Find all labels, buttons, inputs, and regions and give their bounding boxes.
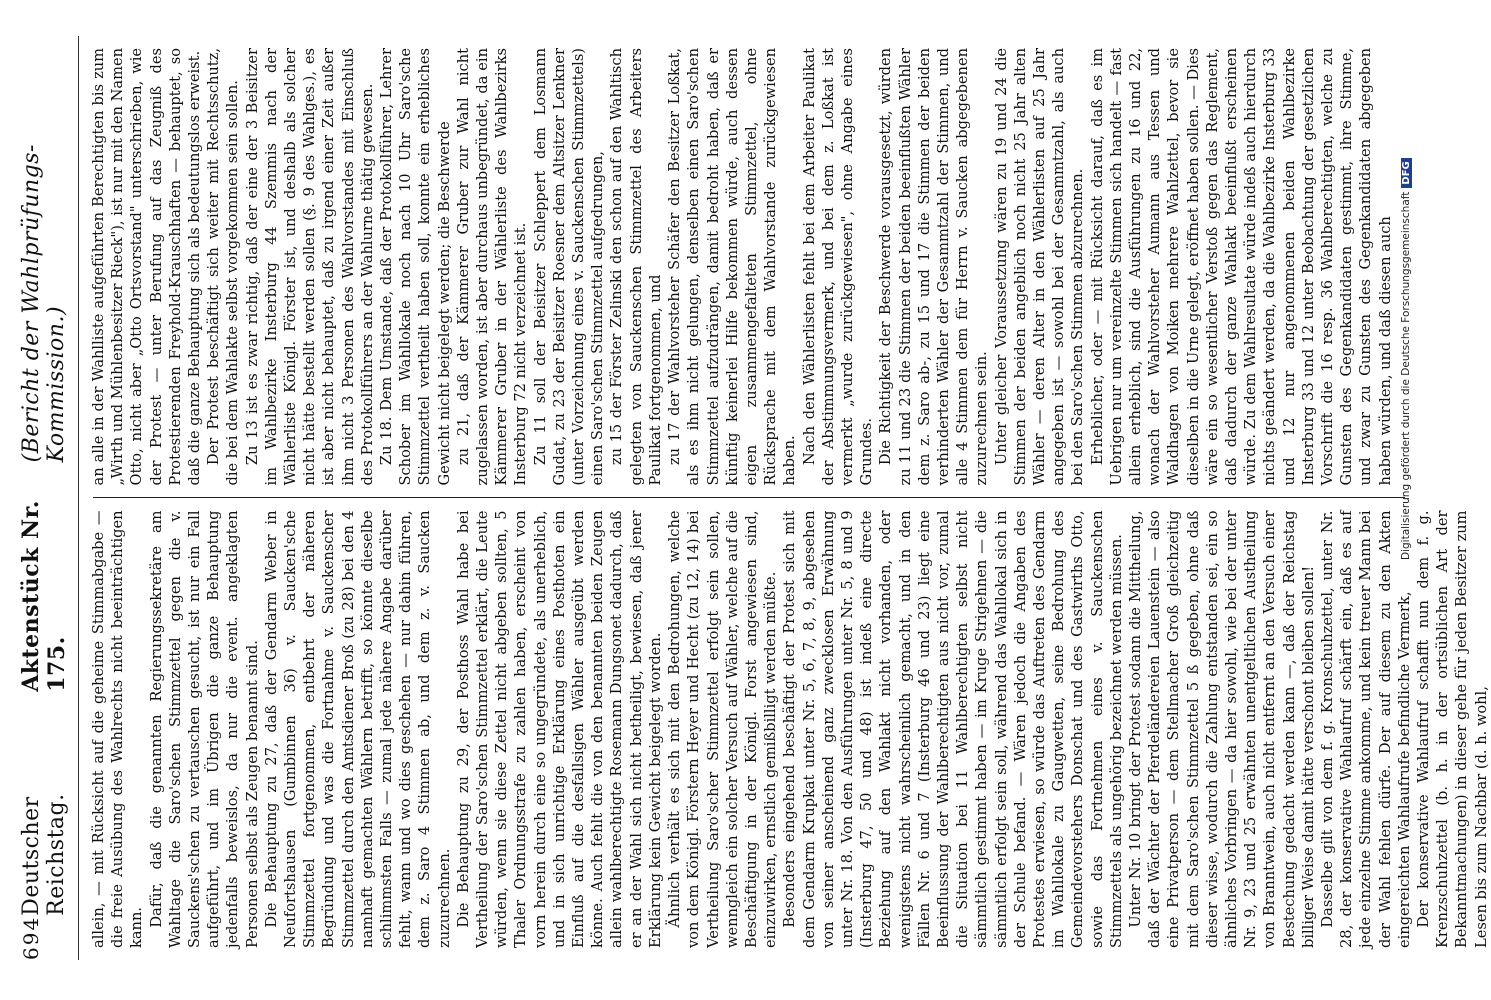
paragraph: Ähnlich verhält es sich mit den Bedrohungen, welche von dem Königl. Förstern Heyer und Hecht (zu 12, 14) bei Vertheilung Saro'scher Stimmzettel erfolgt sein sollen, wenngleich ein solcher Versuch auf Wähler, welche auf die Beschäftigung in der Königl. Forst angewiesen sind, einzuwirken, ernstlich gemißbilligt werden müßte. bbox=[666, 510, 780, 948]
paragraph: zu 21, daß der Kämmerer Gruber zur Wahl nicht zugelassen worden, ist aber durchaus unbegründet, da ein Kämmerer Gruber in der Wählerliste des Wahlbezirks Insterburg 72 nicht verzeichnet ist. bbox=[454, 48, 530, 486]
section-title: (Bericht der Wahlprüfungs-Kommission.) bbox=[19, 144, 69, 463]
right-column bbox=[89, 36, 1409, 498]
paragraph: Besonders eingehend beschäftigt der Protest sich mit dem Gendarm Krupkat unter Nr. 5, 6, 7, 8, 9, abgesehen von seiner anscheinend ganz zwecklosen Erwähnung unter Nr. 18. Von den Ausführungen unter Nr. 5, 8 und 9 (Insterburg 47, 50 und 48) ist indeß eine directe Beziehung auf den Wahlakt nicht vorhanden, oder wenigstens nicht wahrscheinlich gemacht, und in den Fällen Nr. 6 und 7 (Insterburg 46 und 23) liegt eine Beeinflussung der Wahlberechtigten aus nicht vor, zumal die Situation bei 11 Wahlberechtigten selbst nicht sämmtlich gestimmt haben — im Kruge Strigehnen — die sämmtlich erfolgt sein soll, während das Wahllokal sich in der Schule befand. — Wären jedoch die Angaben des Protestes erwiesen, so würde das Auftreten des Gendarm im Wahllokale zu Gaugwetten, seine Bedrohung des Gemeindevorstehers Donschat und des Gastwirths Otto, sowie das Fortnehmen eines v. Sauckenschen Stimmzettels als ungehörig bezeichnet werden müssen. bbox=[781, 510, 1125, 948]
paragraph: an alle in der Wahlliste aufgeführten Berechtigten bis zum „Wirth und Mühlenbesitzer Rieck"), ist nur mit den Namen Otto, nicht aber „Otto Ortsvorstand" unterschrieben, wie der Protest — unter Berufung auf das Zeugniß des Protestierenden Freyhold-Krauschhaften — behauptet, so daß die ganze Behauptung sich als bedeutungslos erweist. bbox=[90, 48, 204, 486]
column-divider bbox=[93, 498, 1405, 499]
paragraph: Dasselbe gilt von dem f. g. Kronschuhzettel, unter Nr. 28, der konservative Wahlaufruf schärft ein, daß es auf jede einzelne Stimme ankomme, und kein treuer Mann bei der Wahl fehlen dürfe. Der auf diesem zu den Akten eingereichten Wahlaufrufe befindliche Vermerk, bbox=[1319, 510, 1413, 948]
paragraph: Unter gleicher Voraussetzung wären zu 19 und 24 die Stimmen der beiden angeblich noch nicht 25 Jahr alten Wähler — deren Alter in den Wählerlisten auf 25 Jahr angegeben ist — sowohl bei der Gesammtzahl, als auch bei den Saro'schen Stimmen abzurechnen. bbox=[992, 48, 1087, 486]
paragraph: Der Protest beschäftigt sich weiter mit Rechtsschutz, die bei dem Wahlakte selbst vorgekommen sein sollen. bbox=[205, 48, 242, 486]
paragraph: Zu 13 ist es zwar richtig, daß der eine der 3 Beisitzer im Wahlbezirke Insterburg 44 Szemmis nach der Wählerliste Königl. Förster ist, und deshalb als solcher nicht hätte bestellt werden sollen (§. 9 des Wahlges.), es ist aber nicht behauptet, daß zu irgend einer Zeit außer ihm nicht 3 Personen des Wahlvorstandes mit Einschluß des Protokollführers an der Wahlurne thätig gewesen. bbox=[243, 48, 376, 486]
text-columns bbox=[89, 36, 1490, 960]
paragraph: zu 17 der Wahlvorsteher Schäfer den Besitzer Loßkat, als es ihm nicht gelungen, denselben einen Saro'schen Stimmzettel aufzudrängen, damit bedroht haben, daß er künftig keinerlei Hilfe bekommen würde, auch dessen eigen zusammengefalteten Stimmzettel, ohne Rücksprache mit dem Wahlvorstande zurückgewiesen haben. bbox=[666, 48, 799, 486]
paragraph: zu 15 der Förster Zelinski den schon auf den Wahltisch gelegten von Sauckenschen Stimmzettel des Arbeiters Paulikat fortgenommen, und bbox=[608, 48, 664, 486]
paragraph: Dafür, daß die genannten Regierungssekretäre am Wahltage die Saro'schen Stimmzettel gegen die v. Sauckens'schen zu vertauschen gesucht, ist nur ein Fall aufgeführt, und im Übrigen die ganze Behauptung jedenfalls beweislos, da nur die event. angeklagten Personen selbst als Zeugen benannt sind. bbox=[147, 510, 261, 948]
digitization-credit bbox=[1400, 0, 1412, 560]
paragraph: Der konservative Wahlaufruf schafft nun dem f. g. Krenzschuhzettel (b. h. in der ortsüblichen Art der Bekanntmachungen) in dieser gehe für jeden Besitzer zum Lesen bis zum Nachbar (d. h. wohl, bbox=[1415, 510, 1490, 948]
paragraph: Unter Nr. 10 bringt der Protest sodann die Mittheilung, daß der Wächter der Pferdeländereien Lauenstein — also eine Privatperson — dem Stellmacher Groß gleichzeitig mit dem Saro'schen Stimmzettel 5 ß gegeben, ohne daß dieser wisse, wodurch die Zahlung entstanden sei, ein so ähnliches Vorbringen — da hier sowohl, wie bei der unter Nr. 9, 23 und 25 erwähnten unentgeltlichen Austheilung von Branntwein, auch nicht entfernt an den Versuch einer Bestechung gedacht werden kann —, daß der Reichstag billiger Weise damit hätte verschont bleiben sollen! bbox=[1126, 510, 1317, 948]
document-number: Aktenstück Nr. 175. bbox=[18, 500, 70, 692]
page-number: 694 bbox=[19, 915, 43, 960]
credit-text: Digitalisierung gefördert durch die Deutsche Forschungsgemeinschaft bbox=[1400, 191, 1412, 560]
journal-title: Deutscher Reichstag. bbox=[19, 793, 69, 916]
paragraph: allein, — mit Rücksicht auf die geheime Stimmabgabe — die freie Ausübung des Wahlrechts nicht beeinträchtigen kann. bbox=[90, 510, 146, 948]
running-head bbox=[18, 36, 79, 960]
paragraph: Die Behauptung zu 29, der Posthoss Wahl habe bei Vertheilung der Saro'schen Stimmzettel erklärt, die Leute würden, wenn sie diese Zettel nicht abgeben sollten, 5 Thaler Ordnungsstrafe zu zahlen haben, erscheint von vorn herein durch eine so ungegründete, als unerheblich, und in sich unrichtige Erklärung eines Posthoten ein Einfluß auf die desfallsigen Wähler ausgeübt werden könne. Auch fehlt die von den benannten beiden Zeugen allein wahlberechtigte Rosemann Dungsonet dadurch, daß er an der Wahl sich nicht betheiligt, bewiesen, daß jener Erklärung kein Gewicht beigelegt worden. bbox=[454, 510, 664, 948]
paragraph: Erheblicher, oder — mit Rücksicht darauf, daß es im Uebrigen nur um vereinzelte Stimmen sich handelt — fast allein erheblich, sind die Ausführungen zu 16 und 22, wonach der Wahlvorsteher Aumann aus Tessen und Waldhagen von Moiken mehrere Wahlzettel, bevor sie dieselben in die Urne gelegt, eröffnet haben sollen. — Dies wäre ein so wesentlicher Verstoß gegen das Reglement, daß dadurch der ganze Wahlakt beeinflußt erscheinen würde. Zu dem Wahlresultate würde indeß auch hierdurch nichts geändert werden, da die Wahlbezirke Insterburg 33 und 12 nur angenommenen beiden Wahlbezirke Insterburg 33 und 12 unter Beobachtung der gesetzlichen Vorschrift die 16 resp. 36 Wahlberechtigten, welche zu Gunsten des Gegenkandidaten gestimmt, ihre Stimme, und zwar zu Gunsten des Gegenkandidaten abgegeben haben würden, und daß diesen auch bbox=[1088, 48, 1394, 486]
paragraph: Zu 18. Dem Umstande, daß der Protokollführer, Lehrer Schober im Wahllokale noch nach 10 Uhr Saro'sche Stimmzettel vertheilt haben soll, konnte ein erhebliches Gewicht nicht beigelegt werden; die Beschwerde bbox=[378, 48, 453, 486]
paragraph: Die Richtigkeit der Beschwerde vorausgesetzt, würden zu 11 und 23 die Stimmen der beiden beeinflußten Wähler dem z. Saro ab-, zu 15 und 17 die Stimmen der beiden verhinderten Wähler der Gesammtzahl der Stimmen, und alle 4 Stimmen dem für Herrn v. Saucken abgegebenen zuzurechnen sein. bbox=[877, 48, 991, 486]
left-column bbox=[89, 499, 1490, 961]
paragraph: Die Behauptung zu 27, daß der Gendarm Weber in Neufortshausen (Gumbinnen 36) v. Saucken'sche Stimmzettel fortgenommen, entbehrt der näheren Begründung und was die Fortnahme v. Sauckenscher Stimmzettel durch den Amtsdiener Broß (zu 28) bei den 4 namhaft gemachten Wählern betrifft, so könnte dieselbe schlimmsten Falls — zumal jede nähere Angabe darüber fehlt, wann und wo dies geschehen — nur dahin führen, dem z. Saro 4 Stimmen ab, und dem z. v. Saucken zuzurechnen. bbox=[262, 510, 453, 948]
paragraph: Zu 11 soll der Beisitzer Schleppert dem Losmann Gudat, zu 23 der Beisitzer Roesner dem Altsitzer Lenkner (unter Vorzeichnung eines v. Sauckenschen Stimmzettels) einen Saro'schen Stimmzettel aufgedrungen, bbox=[531, 48, 607, 486]
paragraph: Nach den Wählerlisten fehlt bei dem Arbeiter Paulikat der Abstimmungsvermerk, und bei dem z. Loßkat ist vermerkt „wurde zurückgewiesen", ohne Angabe eines Grundes. bbox=[800, 48, 876, 486]
dfg-logo: DFG bbox=[1401, 158, 1412, 187]
